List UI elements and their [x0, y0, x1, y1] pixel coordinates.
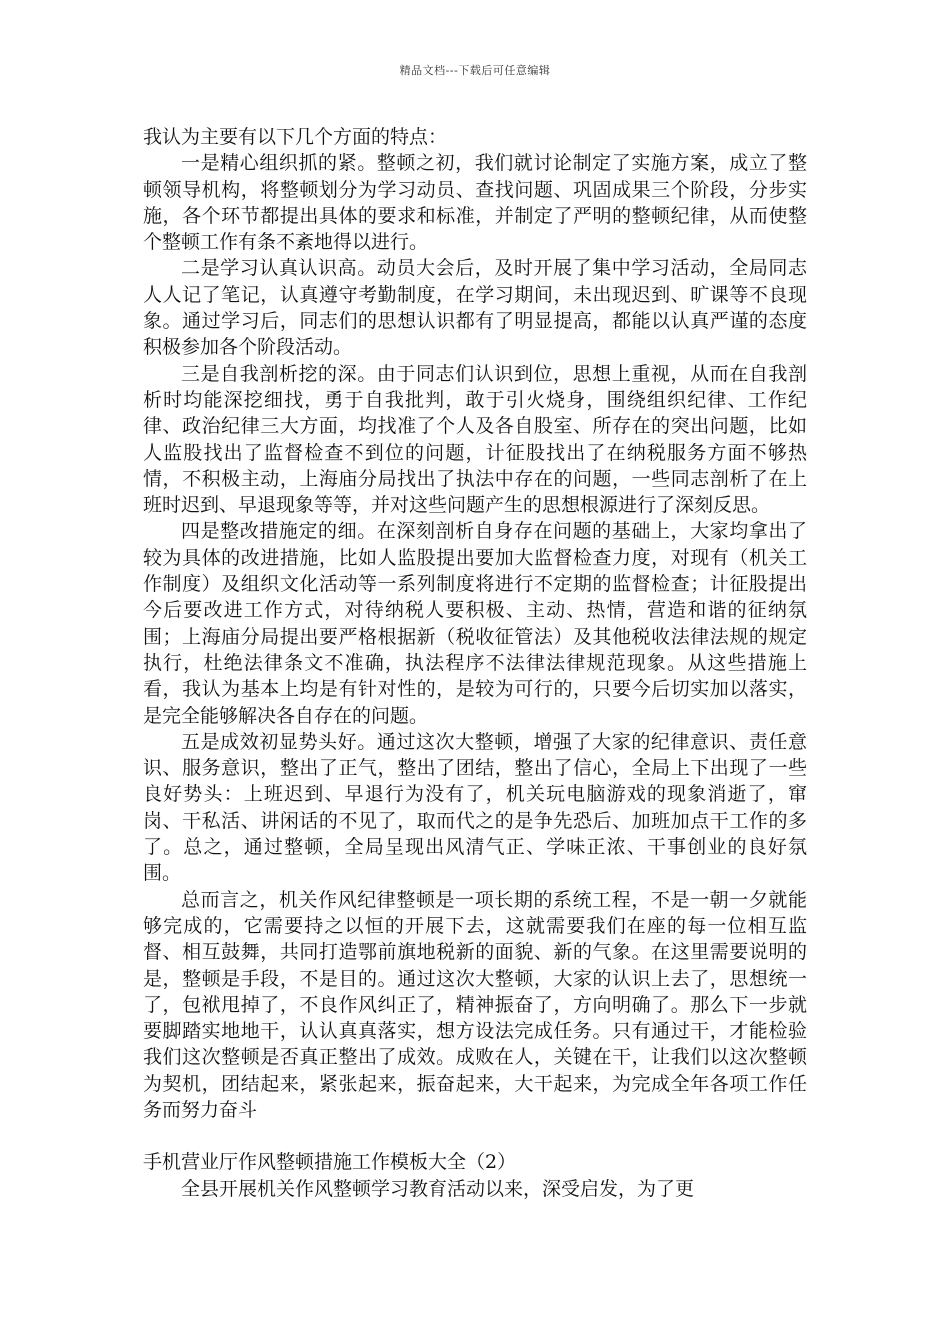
- point-5-paragraph: 五是成效初显势头好。通过这次大整顿，增强了大家的纪律意识、责任意识、服务意识，整出了正气，整出了团结，整出了信心，全局上下出现了一些良好势头：上班迟到、早退行为没有了，机关玩电脑游戏的现象消逝了，窜岗、干私活、讲闲话的不见了，取而代之的是争先恐后、加班加点干工作的多了。总之，通过整顿，全局呈现出风清气正、学味正浓、干事创业的良好氛围。: [143, 730, 807, 885]
- point-2-paragraph: 二是学习认真认识高。动员大会后，及时开展了集中学习活动，全局同志人人记了笔记，认真遵守考勤制度，在学习期间，未出现迟到、旷课等不良现象。通过学习后，同志们的思想认识都有了明显提高，都能以认真严谨的态度积极参加各个阶段活动。: [143, 257, 807, 359]
- section-2-first-paragraph: 全县开展机关作风整顿学习教育活动以来，深受启发，为了更: [181, 1177, 695, 1200]
- page-header: 精品文档---下载后可任意编辑: [399, 64, 551, 77]
- intro-paragraph: 我认为主要有以下几个方面的特点：: [143, 126, 448, 148]
- section-2-title: 手机营业厅作风整顿措施工作模板大全（2）: [143, 1151, 517, 1174]
- section-gap: [143, 1123, 807, 1149]
- conclusion-paragraph: 总而言之，机关作风纪律整顿是一项长期的系统工程，不是一朝一夕就能够完成的，它需要持之以恒的开展下去，这就需要我们在座的每一位相互监督、相互鼓舞，共同打造鄂前旗地税新的面貌、新的气象。在这里需要说明的是，整顿是手段，不是目的。通过这次大整顿，大家的认识上去了，思想统一了，包袱甩掉了，不良作风纠正了，精神振奋了，方向明确了。那么下一步就要脚踏实地地干，认认真真落实，想方设法完成任务。只有通过干，才能检验我们这次整顿是否真正整出了成效。成败在人，关键在干，让我们以这次整顿为契机，团结起来，紧张起来，振奋起来，大干起来，为完成全年各项工作任务而努力奋斗: [143, 888, 807, 1121]
- point-3-paragraph: 三是自我剖析挖的深。由于同志们认识到位，思想上重视，从而在自我剖析时均能深挖细找，勇于自我批判，敢于引火烧身，围绕组织纪律、工作纪律、政治纪律三大方面，均找准了个人及各自股室、所存在的突出问题，比如人监股找出了监督检查不到位的问题，计征股找出了在纳税服务方面不够热情，不积极主动，上海庙分局找出了执法中存在的问题，一些同志剖析了在上班时迟到、早退现象等等，并对这些问题产生的思想根源进行了深刻反思。: [143, 362, 807, 517]
- document-body: [143, 124, 807, 1202]
- point-1-paragraph: 一是精心组织抓的紧。整顿之初，我们就讨论制定了实施方案，成立了整顿领导机构，将整顿划分为学习动员、查找问题、巩固成果三个阶段，分步实施，各个环节都提出具体的要求和标准，并制定了严明的整顿纪律，从而使整个整顿工作有条不紊地得以进行。: [143, 152, 807, 254]
- point-4-paragraph: 四是整改措施定的细。在深刻剖析自身存在问题的基础上，大家均拿出了较为具体的改进措施，比如人监股提出要加大监督检查力度，对现有（机关工作制度）及组织文化活动等一系列制度将进行不定期的监督检查；计征股提出今后要改进工作方式，对待纳税人要积极、主动、热情，营造和谐的征纳氛围；上海庙分局提出要严格根据新（税收征管法）及其他税收法律法规的规定执行，杜绝法律条文不准确，执法程序不法律法律规范现象。从这些措施上看，我认为基本上均是有针对性的，是较为可行的，只要今后切实加以落实，是完全能够解决各自存在的问题。: [143, 520, 807, 727]
